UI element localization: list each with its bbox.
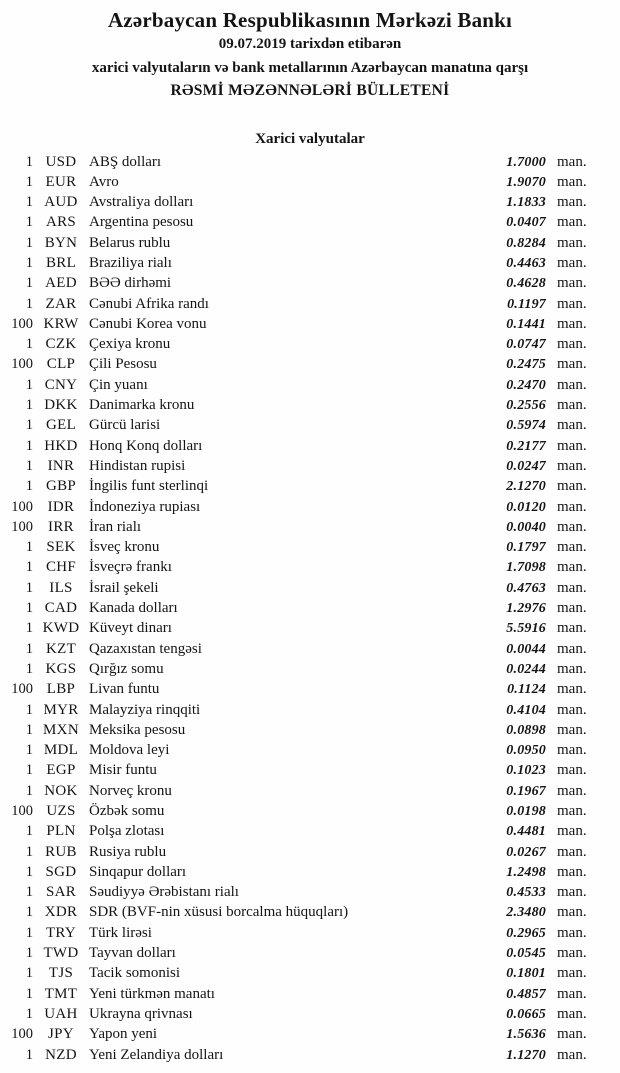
currency-code-cell: ILS	[49, 579, 73, 596]
quantity-cell: 1	[25, 863, 33, 880]
quantity-cell: 1	[25, 478, 33, 495]
rate-value-cell: 1.1270	[506, 1047, 546, 1063]
currency-name-cell: Tayvan dolları	[89, 945, 176, 962]
table-row	[0, 659, 620, 679]
rate-value-cell: 0.0898	[506, 722, 546, 738]
currency-name-cell: Yeni türkmən manatı	[89, 985, 215, 1002]
table-row	[0, 882, 620, 902]
currency-name-cell: Avro	[89, 173, 119, 190]
table-row	[0, 963, 620, 983]
currency-code-cell: IDR	[47, 498, 75, 515]
currency-code-cell: XDR	[44, 904, 78, 921]
section-title-foreign-currencies: Xarici valyutalar	[255, 131, 365, 147]
table-row	[0, 618, 620, 638]
quantity-cell: 100	[11, 518, 33, 535]
currency-name-cell: Argentina pesosu	[89, 214, 194, 231]
quantity-cell: 1	[25, 153, 33, 170]
currency-name-cell: İsveçrə frankı	[89, 559, 172, 576]
table-row	[0, 598, 620, 618]
currency-name-cell: Hindistan rupisi	[89, 457, 186, 474]
rate-value-cell: 0.4533	[506, 885, 546, 901]
table-row	[0, 821, 620, 841]
rate-value-cell: 0.0950	[506, 743, 546, 759]
currency-name-cell: İsveç kronu	[89, 539, 160, 556]
currency-code-cell: AED	[45, 275, 77, 292]
table-row	[0, 314, 620, 334]
quantity-cell: 1	[25, 579, 33, 596]
currency-code-cell: KRW	[43, 315, 79, 332]
rate-value-cell: 0.0120	[506, 499, 546, 515]
currency-name-cell: Braziliya rialı	[89, 254, 172, 271]
unit-label-cell: man.	[557, 254, 587, 271]
rate-value-cell: 0.0545	[506, 946, 546, 962]
unit-label-cell: man.	[557, 985, 587, 1002]
quantity-cell: 1	[25, 376, 33, 393]
unit-label-cell: man.	[557, 965, 587, 982]
currency-code-cell: CHF	[45, 559, 77, 576]
unit-label-cell: man.	[557, 701, 587, 718]
unit-label-cell: man.	[557, 620, 587, 637]
currency-name-cell: Meksika pesosu	[89, 721, 186, 738]
rate-value-cell: 0.0747	[506, 337, 546, 353]
rate-value-cell: 0.1124	[507, 682, 546, 698]
table-row	[0, 537, 620, 557]
currency-name-cell: Çexiya kronu	[89, 336, 171, 353]
quantity-cell: 1	[25, 234, 33, 251]
rate-value-cell: 0.0198	[506, 804, 546, 819]
quantity-cell: 1	[25, 640, 33, 657]
rate-value-cell: 0.4628	[506, 276, 546, 292]
currency-code-cell: ARS	[45, 214, 77, 231]
unit-label-cell: man.	[557, 742, 587, 759]
currency-code-cell: AUD	[44, 194, 78, 211]
table-row	[0, 1045, 620, 1065]
currency-name-cell: Rusiya rublu	[89, 843, 167, 860]
rate-value-cell: 0.0044	[506, 641, 546, 657]
unit-label-cell: man.	[557, 600, 587, 617]
table-row	[0, 781, 620, 801]
table-row	[0, 253, 620, 273]
currency-code-cell: SEK	[46, 539, 76, 556]
table-row	[0, 1024, 620, 1044]
currency-name-cell: Qırğız somu	[89, 660, 164, 677]
effective-date-line: 09.07.2019 tarixdən etibarən	[218, 36, 402, 52]
currency-name-cell: Malayziya rinqqiti	[89, 701, 201, 718]
unit-label-cell: man.	[557, 234, 587, 251]
quantity-cell: 1	[25, 214, 33, 231]
currency-name-cell: İsrail şekeli	[89, 579, 159, 596]
rate-value-cell: 0.8284	[506, 235, 546, 251]
currency-code-cell: EGP	[46, 762, 76, 779]
quantity-cell: 1	[25, 457, 33, 474]
table-row	[0, 984, 620, 1004]
currency-code-cell: KWD	[42, 620, 80, 637]
quantity-cell: 1	[25, 782, 33, 799]
table-row	[0, 497, 620, 517]
rate-value-cell: 0.1797	[506, 540, 546, 556]
unit-label-cell: man.	[557, 823, 587, 840]
unit-label-cell: man.	[557, 884, 587, 901]
currency-name-cell: BƏƏ dirhəmi	[89, 275, 172, 292]
unit-label-cell: man.	[557, 904, 587, 921]
currency-code-cell: UZS	[46, 803, 76, 819]
currency-name-cell: Küveyt dinarı	[89, 620, 172, 637]
quantity-cell: 1	[25, 275, 33, 292]
rate-value-cell: 0.0244	[506, 661, 546, 677]
unit-label-cell: man.	[557, 803, 587, 819]
rate-value-cell: 0.2475	[506, 357, 546, 373]
quantity-cell: 1	[25, 559, 33, 576]
quantity-cell: 1	[25, 985, 33, 1002]
currency-name-cell: Cənubi Korea vonu	[89, 315, 207, 332]
currency-code-cell: USD	[45, 153, 77, 170]
currency-name-cell: ABŞ dolları	[89, 153, 162, 170]
unit-label-cell: man.	[557, 417, 587, 434]
unit-label-cell: man.	[557, 173, 587, 190]
currency-name-cell: Çili Pesosu	[89, 356, 157, 373]
table-row	[0, 456, 620, 476]
currency-code-cell: SGD	[45, 863, 77, 880]
rate-value-cell: 0.1967	[506, 783, 546, 799]
currency-code-cell: ZAR	[45, 295, 77, 312]
rate-value-cell: 0.1801	[506, 966, 546, 982]
quantity-cell: 1	[25, 437, 33, 454]
currency-name-cell: Avstraliya dolları	[89, 194, 194, 211]
currency-name-cell: SDR (BVF-nin xüsusi borcalma hüquqları)	[89, 904, 349, 921]
rate-value-cell: 0.0040	[506, 519, 546, 535]
rate-value-cell: 1.2976	[506, 601, 546, 617]
quantity-cell: 100	[11, 681, 33, 698]
currency-code-cell: CZK	[45, 336, 77, 353]
table-row	[0, 1004, 620, 1024]
bulletin-title: RƏSMİ MƏZƏNNƏLƏRİ BÜLLETENİ	[170, 82, 450, 99]
currency-name-cell: Danimarka kronu	[89, 397, 195, 414]
currency-code-cell: DKK	[44, 397, 78, 414]
currency-code-cell: CAD	[44, 600, 78, 617]
quantity-cell: 1	[25, 539, 33, 556]
currency-code-cell: EUR	[45, 173, 77, 190]
table-row	[0, 842, 620, 862]
unit-label-cell: man.	[557, 539, 587, 556]
rate-value-cell: 0.5974	[506, 418, 546, 434]
rate-value-cell: 0.0665	[506, 1006, 546, 1022]
currency-name-cell: Türk lirəsi	[89, 924, 152, 941]
rate-value-cell: 1.5636	[506, 1027, 546, 1043]
rate-value-cell: 0.4104	[506, 702, 546, 718]
unit-label-cell: man.	[557, 457, 587, 474]
currency-code-cell: CLP	[46, 356, 76, 373]
currency-name-cell: Tacik somonisi	[89, 965, 181, 982]
currency-name-cell: Ukrayna qrivnası	[89, 1005, 193, 1022]
rate-value-cell: 0.4763	[506, 580, 546, 596]
unit-label-cell: man.	[557, 1026, 587, 1043]
unit-label-cell: man.	[557, 518, 587, 535]
currency-name-cell: Moldova leyi	[89, 742, 170, 759]
table-row	[0, 192, 620, 212]
unit-label-cell: man.	[557, 579, 587, 596]
currency-code-cell: TMT	[44, 985, 78, 1002]
currency-code-cell: PLN	[46, 823, 76, 840]
unit-label-cell: man.	[557, 762, 587, 779]
table-row	[0, 639, 620, 659]
unit-label-cell: man.	[557, 924, 587, 941]
unit-label-cell: man.	[557, 660, 587, 677]
quantity-cell: 100	[11, 1026, 33, 1043]
quantity-cell: 1	[25, 945, 33, 962]
rate-value-cell: 0.1023	[506, 763, 546, 779]
quantity-cell: 1	[25, 600, 33, 617]
table-row	[0, 862, 620, 882]
unit-label-cell: man.	[557, 478, 587, 495]
quantity-cell: 100	[11, 498, 33, 515]
unit-label-cell: man.	[557, 721, 587, 738]
currency-code-cell: TRY	[45, 924, 77, 941]
quantity-cell: 1	[25, 660, 33, 677]
quantity-cell: 1	[25, 1005, 33, 1022]
quantity-cell: 1	[25, 194, 33, 211]
table-row	[0, 334, 620, 354]
unit-label-cell: man.	[557, 376, 587, 393]
unit-label-cell: man.	[557, 336, 587, 353]
quantity-cell: 1	[25, 336, 33, 353]
rate-value-cell: 1.7098	[506, 560, 546, 576]
rate-value-cell: 0.0267	[506, 844, 546, 860]
table-row	[0, 172, 620, 192]
rate-value-cell: 0.2965	[506, 925, 546, 941]
currency-name-cell: Yeni Zelandiya dolları	[89, 1046, 224, 1063]
rates-table	[0, 152, 620, 1065]
table-row	[0, 700, 620, 720]
quantity-cell: 1	[25, 904, 33, 921]
quantity-cell: 1	[25, 823, 33, 840]
currency-name-cell: Çin yuanı	[89, 376, 148, 393]
quantity-cell: 1	[25, 721, 33, 738]
scope-line: xarici valyutaların və bank metallarının Azərbaycan manatına qarşı	[91, 60, 529, 76]
rate-value-cell: 2.1270	[506, 479, 546, 495]
rate-value-cell: 0.4463	[506, 255, 546, 271]
quantity-cell: 100	[11, 315, 33, 332]
table-row	[0, 375, 620, 395]
document-header	[0, 0, 620, 99]
quantity-cell: 1	[25, 924, 33, 941]
currency-code-cell: RUB	[45, 843, 77, 860]
table-row	[0, 354, 620, 374]
currency-code-cell: BYN	[44, 234, 78, 251]
table-row	[0, 415, 620, 435]
currency-code-cell: HKD	[44, 437, 78, 454]
unit-label-cell: man.	[557, 782, 587, 799]
currency-code-cell: JPY	[48, 1026, 74, 1043]
quantity-cell: 1	[25, 397, 33, 414]
unit-label-cell: man.	[557, 945, 587, 962]
currency-code-cell: MXN	[43, 721, 79, 738]
unit-label-cell: man.	[557, 640, 587, 657]
table-row	[0, 212, 620, 232]
currency-code-cell: KZT	[45, 640, 77, 657]
unit-label-cell: man.	[557, 559, 587, 576]
unit-label-cell: man.	[557, 1046, 587, 1063]
currency-name-cell: İran rialı	[89, 518, 142, 535]
currency-code-cell: MDL	[43, 742, 79, 759]
unit-label-cell: man.	[557, 843, 587, 860]
unit-label-cell: man.	[557, 315, 587, 332]
table-row	[0, 273, 620, 293]
currency-name-cell: Honq Konq dolları	[89, 437, 203, 454]
quantity-cell: 1	[25, 742, 33, 759]
table-row	[0, 476, 620, 496]
currency-code-cell: UAH	[44, 1005, 78, 1022]
rate-value-cell: 0.2470	[506, 377, 546, 393]
table-row	[0, 557, 620, 577]
table-row	[0, 152, 620, 172]
currency-name-cell: Polşa zlotası	[89, 823, 165, 840]
currency-name-cell: Gürcü larisi	[89, 417, 161, 434]
rate-value-cell: 0.4481	[506, 824, 546, 840]
quantity-cell: 1	[25, 762, 33, 779]
rate-value-cell: 0.0247	[506, 458, 546, 474]
table-row	[0, 760, 620, 780]
currency-name-cell: Səudiyyə Ərəbistanı rialı	[89, 884, 239, 901]
rate-value-cell: 0.2177	[506, 438, 546, 454]
unit-label-cell: man.	[557, 863, 587, 880]
unit-label-cell: man.	[557, 397, 587, 414]
currency-code-cell: CNY	[44, 376, 78, 393]
table-row	[0, 902, 620, 922]
table-row	[0, 943, 620, 963]
quantity-cell: 1	[25, 701, 33, 718]
currency-code-cell: TJS	[48, 965, 74, 982]
unit-label-cell: man.	[557, 437, 587, 454]
currency-name-cell: Kanada dolları	[89, 600, 178, 617]
currency-code-cell: MYR	[43, 701, 79, 718]
rate-value-cell: 1.7000	[506, 154, 546, 170]
table-row	[0, 740, 620, 760]
currency-name-cell: Yapon yeni	[89, 1026, 158, 1043]
rate-value-cell: 0.1197	[507, 296, 546, 312]
table-row	[0, 578, 620, 598]
page-title: Azərbaycan Respublikasının Mərkəzi Bankı	[107, 8, 513, 32]
quantity-cell: 1	[25, 417, 33, 434]
rate-value-cell: 1.9070	[506, 174, 546, 190]
currency-code-cell: GBP	[45, 478, 77, 495]
currency-code-cell: SAR	[45, 884, 77, 901]
currency-code-cell: BRL	[45, 254, 77, 271]
rate-value-cell: 0.0407	[506, 215, 546, 231]
rate-value-cell: 0.1441	[506, 316, 546, 332]
rate-value-cell: 1.1833	[506, 195, 546, 211]
unit-label-cell: man.	[557, 356, 587, 373]
quantity-cell: 1	[25, 173, 33, 190]
unit-label-cell: man.	[557, 681, 587, 698]
quantity-cell: 100	[11, 803, 33, 819]
rate-value-cell: 0.2556	[506, 398, 546, 414]
currency-code-cell: KGS	[45, 660, 77, 677]
rate-value-cell: 0.4857	[506, 986, 546, 1002]
table-row	[0, 233, 620, 253]
unit-label-cell: man.	[557, 498, 587, 515]
currency-name-cell: Belarus rublu	[89, 234, 171, 251]
currency-code-cell: GEL	[45, 417, 77, 434]
quantity-cell: 1	[25, 884, 33, 901]
currency-code-cell: NZD	[45, 1046, 77, 1063]
table-row	[0, 923, 620, 943]
currency-name-cell: Livan funtu	[89, 681, 160, 698]
quantity-cell: 1	[25, 1046, 33, 1063]
currency-name-cell: Norveç kronu	[89, 782, 172, 799]
quantity-cell: 100	[11, 356, 33, 373]
table-row	[0, 801, 620, 821]
table-row	[0, 517, 620, 537]
currency-code-cell: TWD	[43, 945, 79, 962]
unit-label-cell: man.	[557, 153, 587, 170]
rate-value-cell: 2.3480	[506, 905, 546, 921]
quantity-cell: 1	[25, 295, 33, 312]
unit-label-cell: man.	[557, 1005, 587, 1022]
table-row	[0, 395, 620, 415]
currency-code-cell: IRR	[48, 518, 74, 535]
currency-name-cell: İngilis funt sterlinqi	[89, 478, 209, 495]
currency-name-cell: Cənubi Afrika randı	[89, 295, 209, 312]
currency-code-cell: INR	[47, 457, 75, 474]
currency-name-cell: Misir funtu	[89, 762, 157, 779]
currency-code-cell: LBP	[46, 681, 76, 698]
unit-label-cell: man.	[557, 295, 587, 312]
currency-name-cell: Özbək somu	[89, 803, 165, 819]
table-row	[0, 720, 620, 740]
quantity-cell: 1	[25, 965, 33, 982]
table-row	[0, 436, 620, 456]
currency-name-cell: Sinqapur dolları	[89, 863, 187, 880]
table-row	[0, 679, 620, 699]
quantity-cell: 1	[25, 843, 33, 860]
table-row	[0, 294, 620, 314]
rate-value-cell: 1.2498	[506, 864, 546, 880]
currency-code-cell: NOK	[44, 782, 78, 799]
unit-label-cell: man.	[557, 194, 587, 211]
quantity-cell: 1	[25, 254, 33, 271]
currency-name-cell: Qazaxıstan tengəsi	[89, 640, 202, 657]
unit-label-cell: man.	[557, 275, 587, 292]
unit-label-cell: man.	[557, 214, 587, 231]
currency-name-cell: İndoneziya rupiası	[89, 498, 201, 515]
quantity-cell: 1	[25, 620, 33, 637]
rate-value-cell: 5.5916	[506, 621, 546, 637]
